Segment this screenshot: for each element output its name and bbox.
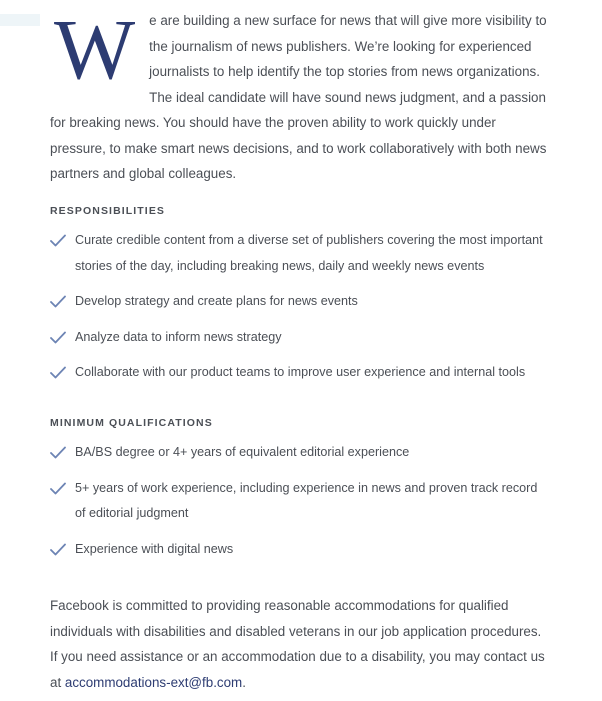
checkmark-icon: [50, 446, 66, 459]
list-item-text: Develop strategy and create plans for news events: [75, 294, 358, 308]
checkmark-icon: [50, 295, 66, 308]
list-item-text: Experience with digital news: [75, 541, 234, 556]
accommodations-text: Facebook is committed to providing reasonable accommodations for qualified individuals with disabilities and disabled veterans in our job application procedures. If you need assistance or an accommodation due to a disability, you may contact us at: [50, 598, 545, 690]
checkmark-icon: [50, 543, 66, 556]
checkmark-icon: [50, 331, 66, 344]
accommodations-email-link[interactable]: accommodations-ext@fb.com: [64, 674, 243, 690]
drop-cap: W: [54, 1, 136, 97]
list-item-text: Analyze data to inform news strategy: [75, 329, 282, 344]
checkmark-icon: [50, 366, 66, 379]
accommodations-paragraph: [50, 593, 550, 695]
minimum-qualifications-heading: MINIMUM QUALIFICATIONS: [50, 417, 213, 429]
list-item: [50, 360, 550, 386]
intro-paragraph: [50, 1, 550, 187]
list-item: [50, 325, 550, 351]
list-item: [50, 440, 550, 466]
intro-text: e are building a new surface for news that will give more visibility to the journalism of news publishers. We’re looking for experienced journalists to help identify the top stories from news organizations. The ideal candidate will have sound news judgment, and a passion for breaking news. You should have the proven ability to work quickly under pressure, to make smart news decisions, and to work collaboratively with both news partners and global colleagues.: [50, 13, 547, 181]
checkmark-icon: [50, 482, 66, 495]
list-item: [50, 476, 550, 527]
list-item-text: 5+ years of work experience, including experience in news and proven track record of editorial judgment: [75, 480, 538, 520]
list-item-text: BA/BS degree or 4+ years of equivalent editorial experience: [75, 445, 410, 459]
checkmark-icon: [50, 234, 66, 247]
list-item-text: Collaborate with our product teams to improve user experience and internal tools: [75, 365, 526, 379]
list-item: [50, 289, 550, 315]
list-item: [50, 228, 550, 279]
top-tint-band: [0, 14, 40, 26]
accommodations-suffix: .: [242, 674, 246, 690]
qualifications-list: [50, 440, 550, 562]
list-item-text: Curate credible content from a diverse set of publishers covering the most important stories of the day, including breaking news, daily and weekly news events: [75, 233, 543, 273]
responsibilities-list: [50, 228, 550, 386]
list-item: [50, 537, 550, 563]
job-description: [50, 1, 550, 690]
responsibilities-heading: RESPONSIBILITIES: [50, 205, 166, 217]
